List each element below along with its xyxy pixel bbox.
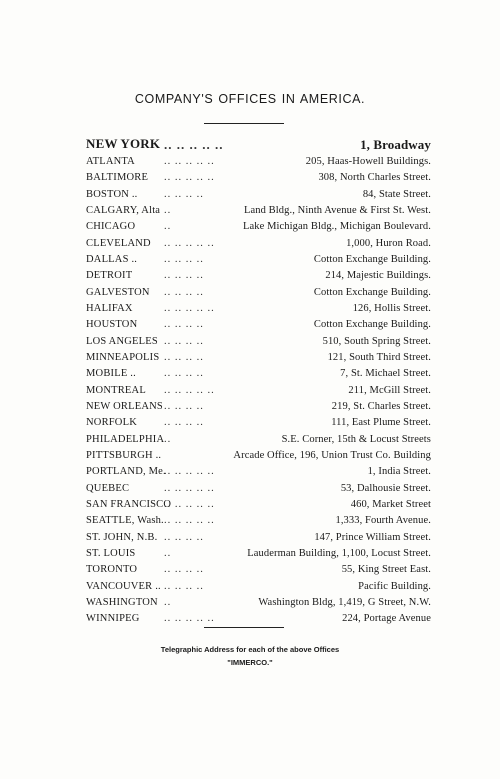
leader-dots: ..	[164, 596, 172, 608]
title-divider	[204, 123, 284, 124]
office-row	[86, 235, 431, 251]
office-row	[86, 529, 431, 545]
leader-dots: .. .. .. .. ..	[164, 237, 215, 249]
leader-dots: .. .. .. ..	[164, 270, 204, 282]
office-city: ATLANTA	[86, 156, 135, 167]
office-address: 84, State Street.	[362, 188, 431, 200]
office-city: MONTREAL	[86, 384, 146, 396]
office-address: 219, St. Charles Street.	[331, 400, 431, 412]
office-address: S.E. Corner, 15th & Locust Streets	[281, 433, 431, 445]
office-row	[86, 431, 431, 447]
office-city: DETROIT	[86, 270, 133, 282]
leader-dots: .. .. .. .. ..	[164, 466, 215, 478]
office-city: QUEBEC	[86, 482, 130, 494]
office-address: 7, St. Michael Street.	[340, 368, 431, 380]
office-city: ST. LOUIS	[86, 547, 136, 559]
telegraphic-address-note	[0, 643, 500, 669]
office-address: 308, North Charles Street.	[318, 172, 431, 184]
office-city: WASHINGTON	[86, 596, 158, 608]
office-address: 111, East Plume Street.	[331, 417, 431, 429]
leader-dots: ..	[164, 433, 172, 445]
office-city: SEATTLE, Wash.	[86, 515, 164, 527]
office-city: SAN FRANCISCO	[86, 498, 172, 510]
office-city: BALTIMORE	[86, 172, 149, 184]
office-row	[86, 251, 431, 267]
leader-dots: .. .. .. .. ..	[164, 515, 215, 527]
leader-dots: ..	[164, 204, 172, 216]
office-city: PORTLAND, Me.	[86, 466, 166, 478]
leader-dots: ..	[164, 547, 172, 559]
office-address: Cotton Exchange Building.	[313, 286, 431, 298]
leader-dots: .. .. .. .. ..	[164, 172, 215, 184]
office-address: 205, Haas-Howell Buildings.	[305, 156, 431, 167]
office-address: Land Bldg., Ninth Avenue & First St. West.	[243, 204, 431, 216]
leader-dots: .. .. .. ..	[164, 531, 204, 543]
leader-dots: .. .. .. ..	[164, 368, 204, 380]
leader-dots: ..	[164, 221, 172, 233]
office-address: 53, Dalhousie Street.	[340, 482, 431, 494]
office-address: Lauderman Building, 1,100, Locust Street.	[247, 547, 431, 559]
telegraphic-address-label: Telegraphic Address for each of the above Offices	[160, 645, 340, 654]
office-row	[86, 267, 431, 283]
office-row	[86, 365, 431, 381]
office-list	[86, 136, 431, 627]
office-city: MOBILE ..	[86, 368, 136, 380]
office-address: Arcade Office, 196, Union Trust Co. Building	[233, 449, 431, 461]
office-city: NORFOLK	[86, 417, 137, 429]
office-address: 1, Broadway	[360, 137, 431, 152]
leader-dots: .. .. .. ..	[164, 188, 204, 200]
office-address: 1,000, Huron Road.	[346, 237, 431, 249]
office-address: 147, Prince William Street.	[314, 531, 431, 543]
office-row	[86, 480, 431, 496]
office-row	[86, 578, 431, 594]
office-row	[86, 414, 431, 430]
office-city: HOUSTON	[86, 319, 138, 331]
leader-dots: .. .. .. .. ..	[164, 156, 215, 167]
leader-dots: .. .. .. .. ..	[164, 482, 215, 494]
office-city: WINNIPEG	[86, 613, 140, 625]
leader-dots: .. .. .. ..	[164, 351, 204, 363]
leader-dots: .. .. .. .. ..	[164, 613, 215, 625]
office-row	[86, 382, 431, 398]
office-row	[86, 300, 431, 316]
leader-dots: .. .. .. ..	[164, 335, 204, 347]
office-city: PITTSBURGH ..	[86, 449, 162, 461]
office-address: Cotton Exchange Building.	[313, 319, 431, 331]
office-row	[86, 463, 431, 479]
telegraphic-address-code: "IMMERCO."	[227, 658, 273, 667]
leader-dots: .. .. .. ..	[164, 417, 204, 429]
leader-dots: .. .. .. ..	[164, 286, 204, 298]
office-address: 510, South Spring Street.	[322, 335, 431, 347]
leader-dots: .. .. .. .. ..	[164, 498, 215, 510]
office-city: GALVESTON	[86, 286, 150, 298]
office-row	[86, 610, 431, 626]
office-address: 214, Majestic Buildings.	[325, 270, 431, 282]
office-address: 55, King Street East.	[341, 564, 431, 576]
office-city: CHICAGO	[86, 221, 136, 233]
office-row	[86, 169, 431, 185]
office-row	[86, 153, 431, 169]
office-city: HALIFAX	[86, 302, 133, 314]
office-row	[86, 561, 431, 577]
office-address: Pacific Building.	[358, 580, 431, 592]
office-city: MINNEAPOLIS	[86, 351, 160, 363]
office-row	[86, 594, 431, 610]
office-address: 1,333, Fourth Avenue.	[335, 515, 431, 527]
office-address: 126, Hollis Street.	[352, 302, 431, 314]
office-row	[86, 545, 431, 561]
leader-dots: .. .. .. ..	[164, 564, 204, 576]
office-city: NEW YORK	[86, 136, 161, 151]
office-city: PHILADELPHIA	[86, 433, 165, 445]
footer-divider	[204, 627, 284, 628]
office-city: TORONTO	[86, 564, 138, 576]
office-row	[86, 349, 431, 365]
office-city: LOS ANGELES	[86, 335, 158, 347]
office-row	[86, 316, 431, 332]
office-city: DALLAS ..	[86, 253, 138, 265]
leader-dots: .. .. .. ..	[164, 580, 204, 592]
leader-dots: .. .. .. .. ..	[164, 384, 215, 396]
office-address: 224, Portage Avenue	[342, 613, 431, 625]
leader-dots: .. .. .. .. ..	[164, 302, 215, 314]
office-row	[86, 447, 431, 463]
office-row	[86, 398, 431, 414]
page-title: COMPANY'S OFFICES IN AMERICA.	[134, 92, 366, 106]
office-row	[86, 136, 431, 153]
office-row	[86, 512, 431, 528]
leader-dots: .. .. .. ..	[164, 319, 204, 331]
office-row	[86, 218, 431, 234]
leader-dots: .. .. .. .. ..	[164, 137, 224, 152]
office-city: CALGARY, Alta	[86, 204, 161, 216]
office-address: 1, India Street.	[367, 466, 431, 478]
leader-dots: .. .. .. ..	[164, 400, 204, 412]
office-address: 121, South Third Street.	[327, 351, 431, 363]
office-address: Washington Bldg, 1,419, G Street, N.W.	[258, 596, 431, 608]
leader-dots: .. .. .. ..	[164, 253, 204, 265]
office-city: ST. JOHN, N.B.	[86, 531, 158, 543]
office-row	[86, 333, 431, 349]
office-address: 211, McGill Street.	[348, 384, 431, 396]
office-address: Lake Michigan Bldg., Michigan Boulevard.	[242, 221, 431, 233]
office-city: CLEVELAND	[86, 237, 151, 249]
office-row	[86, 284, 431, 300]
office-row	[86, 496, 431, 512]
office-city: NEW ORLEANS	[86, 400, 163, 412]
office-row	[86, 186, 431, 202]
office-city: VANCOUVER ..	[86, 580, 161, 592]
office-address: 460, Market Street	[350, 498, 431, 510]
office-row	[86, 202, 431, 218]
office-city: BOSTON ..	[86, 188, 138, 200]
office-address: Cotton Exchange Building.	[313, 253, 431, 265]
